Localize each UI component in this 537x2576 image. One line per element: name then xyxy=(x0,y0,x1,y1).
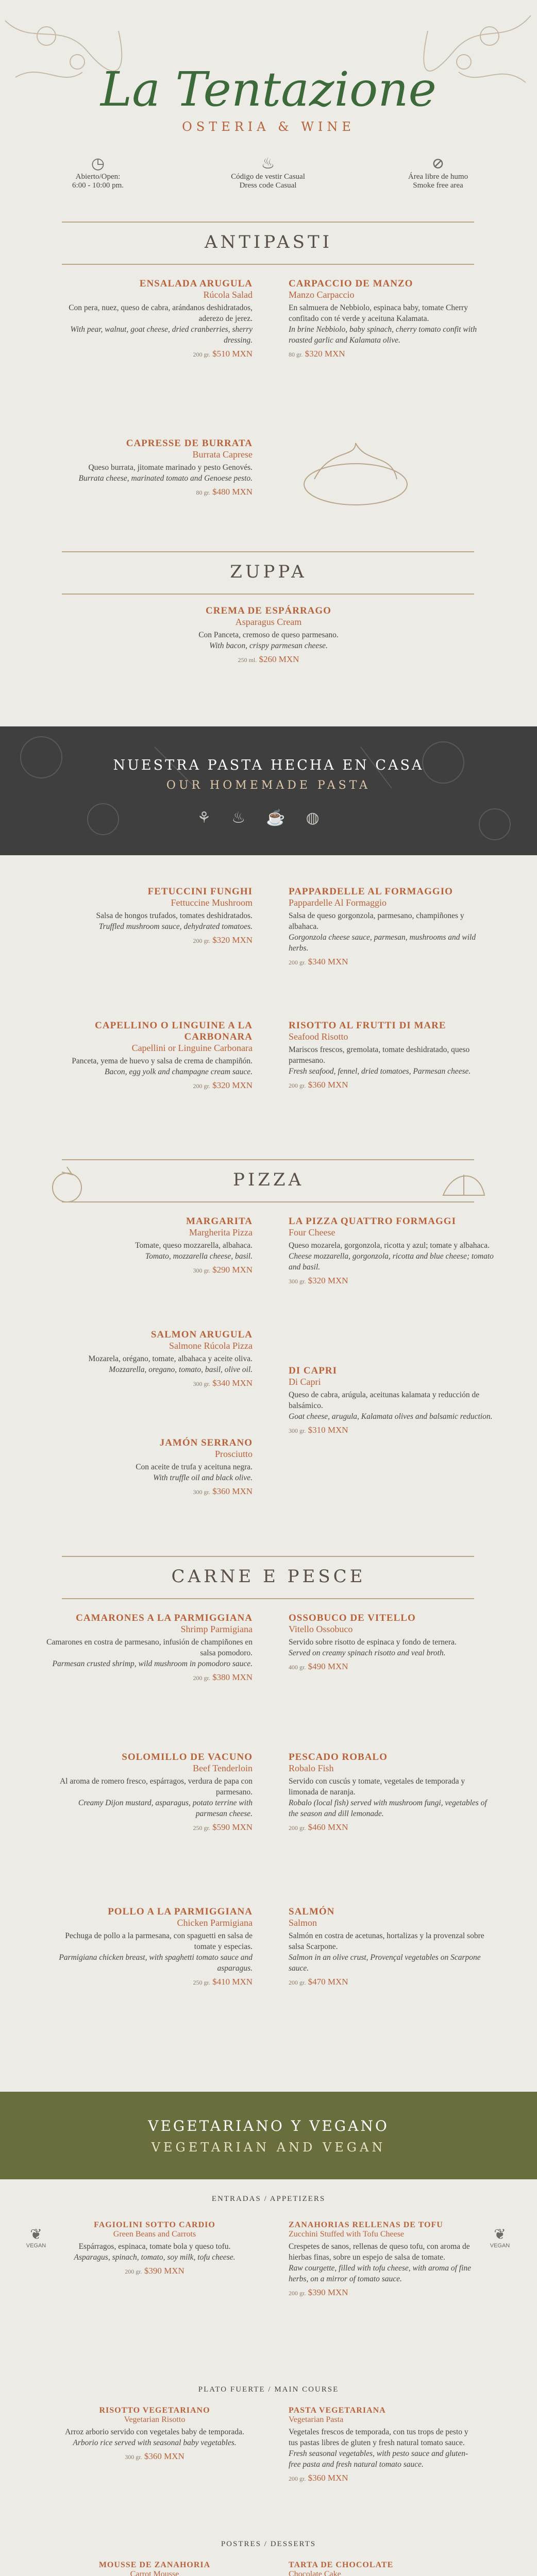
carne-title: CARNE E PESCE xyxy=(171,1566,366,1587)
pizza-section xyxy=(0,1159,537,1546)
menu-item: CARPACCIO DE MANZO Manzo Carpaccio En salmuera de Nebbiolo, espinaca baby, tomate Cherry confitado con té verde y aceituna Kalamata. In brine Nebbiolo, baby spinach, cherry tomato confit with roasted garlic and Kalamata olive. 80 gr. $320 MXN xyxy=(289,278,477,359)
vegan-badge: ❦ VEGAN xyxy=(484,2226,515,2249)
menu-item: SOLOMILLO DE VACUNO Beef Tenderloin Al aroma de romero fresco, espárragos, verdura de papa con parmesano. Creamy Dijon mustard, asparagus, potato terrine with parmesan cheese. 250 gr. $590 MXN xyxy=(60,1752,253,1832)
pizza-title: PIZZA xyxy=(232,1170,305,1190)
tomato-icon xyxy=(41,1164,103,1208)
vegetarian-banner-subtitle: VEGETARIAN AND VEGAN xyxy=(151,2140,386,2155)
menu-item: RISOTTO AL FRUTTI DI MARE Seafood Risotto Mariscos frescos, gremolata, tomate deshidratado, queso parmesano. Fresh seafood, fennel, dried tomatoes, Parmesan cheese. 200 gr. $360 MXN xyxy=(289,1020,471,1090)
pasta-banner xyxy=(0,726,537,855)
antipasti-title: ANTIPASTI xyxy=(204,232,333,252)
pasta-banner-title: NUESTRA PASTA HECHA EN CASA xyxy=(113,757,424,773)
vegan-icon: ❦ xyxy=(494,2226,506,2243)
vegetarian-section xyxy=(0,2179,537,2576)
vegetarian-banner xyxy=(0,2092,537,2179)
vegan-badge: ❦ VEGAN xyxy=(21,2226,52,2249)
menu-item: RISOTTO VEGETARIANO Vegetarian Risotto Arroz arborio servido con vegetales baby de temporada. Arborio rice served with seasonal baby vegetables. 300 gr. $360 MXN xyxy=(65,2406,244,2461)
menu-item: MARGARITA Margherita Pizza Tomate, queso mozzarella, albahaca. Tomato, mozzarella cheese, basil. 300 gr. $290 MXN xyxy=(135,1216,253,1275)
menu-item: ENSALADA ARUGULA Rúcola Salad Con pera, nuez, queso de cabra, arándanos deshidratados, aderezo de jerez. With pear, walnut, goat cheese, dried cranberries, sherry dressing. 200 gr. $510 MXN xyxy=(69,278,253,359)
menu-item: SALMÓN Salmon Salmón en costra de acetunas, hortalizas y la provenzal sobre salsa Scarpone. Salmon in an olive crust, Provençal vegetables on Scarpone sauce. 200 gr. $470 MXN xyxy=(289,1906,484,1987)
postres-label: POSTRES / DESSERTS xyxy=(221,2540,316,2548)
pasta-banner-subtitle: OUR HOMEMADE PASTA xyxy=(166,779,371,792)
logo-title: La Tentazione xyxy=(100,62,437,117)
menu-item: DI CAPRI Di Capri Queso de cabra, arúgula, aceitunas kalamata y reducción de balsámico. Goat cheese, arugula, Kalamata olives and balsamic reduction. 300 gr. $310 MXN xyxy=(289,1365,493,1435)
pasta-section xyxy=(0,855,537,1159)
vegetarian-banner-title: VEGETARIANO Y VEGANO xyxy=(148,2117,389,2134)
header xyxy=(0,0,537,222)
menu-item: LA PIZZA QUATTRO FORMAGGI Four Cheese Queso mozarela, gorgonzola, ricotta y azul; tomate y albahaca. Cheese mozzarella, gorgonzola, ricotta and blue cheese; tomato and basil. 300 gr. $320 MXN xyxy=(289,1216,494,1285)
no-smoking-icon: ⊘ xyxy=(431,155,445,173)
menu-item: CAMARONES A LA PARMIGGIANA Shrimp Parmigiana Camarones en costra de parmesano, infusión de champiñones en salsa pomodoro. Parmesan crusted shrimp, wild mushroom in pomodoro sauce. 200 gr. $380 MXN xyxy=(46,1613,253,1682)
info-smoke-free: ⊘ Área libre de humo Smoke free area xyxy=(371,155,505,190)
basil-icon xyxy=(433,1164,495,1208)
info-hours: ◷ Abierto/Open: 6:00 - 10:00 pm. xyxy=(31,155,165,190)
zuppa-title: ZUPPA xyxy=(230,562,307,582)
menu-item: PESCADO ROBALO Robalo Fish Servido con cuscús y tomate, vegetales de temporada y limonada de naranja. Robalo (local fish) served with mushroom fungi, vegetables of the season and dill lemonade. 200 gr. $460 MXN xyxy=(289,1752,487,1832)
menu-item: CAPELLINO O LINGUINE A LA CARBONARA Capellini or Linguine Carbonara Panceta, yema de huevo y salsa de crema de champiñón. Bacon, egg yolk and champagne cream sauce. 200 gr. $320 MXN xyxy=(72,1020,253,1090)
salad-illustration xyxy=(289,428,423,520)
menu-item: PASTA VEGETARIANA Vegetarian Pasta Vegetales frescos de temporada, con tus trops de pesto y tus pastas libres de gluten y fresh natural tomato sauce. Fresh seasonal vegetables, with pesto sauce and gluten-free pasta and fresh natural tomato sauce. 200 gr. $360 MXN xyxy=(289,2406,468,2483)
plato-fuerte-label: PLATO FUERTE / MAIN COURSE xyxy=(198,2385,339,2394)
menu-item: JAMÓN SERRANO Prosciutto Con aceite de trufa y aceituna negra. With truffle oil and black olive. 300 gr. $360 MXN xyxy=(136,1437,253,1496)
menu-item: FETUCCINI FUNGHI Fettuccine Mushroom Salsa de hongos trufados, tomates deshidratados. Truffled mushroom sauce, dehydrated tomatoes. 200 gr. $320 MXN xyxy=(96,886,253,945)
pasta-icons: ⚘♨☕◍ xyxy=(197,809,340,827)
menu-item: POLLO A LA PARMIGGIANA Chicken Parmigiana Pechuga de pollo a la parmesana, con spaguetti en salsa de tomate y especias. Parmigiana chicken breast, with spaghetti tomato sauce and asparagus. 250 gr. $410 MXN xyxy=(59,1906,253,1987)
antipasti-section xyxy=(0,222,537,726)
menu-item: TARTA DE CHOCOLATE Chocolate Cake xyxy=(289,2561,394,2576)
menu-item: MOUSSE DE ZANAHORIA Carrot Mousse xyxy=(98,2561,211,2576)
logo-subtitle: OSTERIA & WINE xyxy=(182,120,355,134)
menu-item: CAPRESSE DE BURRATA Burrata Caprese Queso burrata, jitomate marinado y pesto Genovés. Burrata cheese, marinated tomato and Genoese pesto. 80 gr. $480 MXN xyxy=(78,438,253,497)
carne-section xyxy=(0,1546,537,2092)
entradas-label: ENTRADAS / APPETIZERS xyxy=(211,2195,326,2203)
menu-item: PAPPARDELLE AL FORMAGGIO Pappardelle Al Formaggio Salsa de queso gorgonzola, parmesano, champiñones y albahaca. Gorgonzola cheese sauce, parmesan, mushrooms and wild herbs. 200 gr. $340 MXN xyxy=(289,886,476,967)
clock-icon: ◷ xyxy=(91,155,105,173)
menu-item: CREMA DE ESPÁRRAGO Asparagus Cream Con Panceta, cremoso de queso parmesano. With bacon, crispy parmesan cheese. 250 ml. $260 MXN xyxy=(198,605,339,664)
menu-item: FAGIOLINI SOTTO CARDIO Green Beans and Carrots Espárragos, espinaca, tomate bola y queso tofu. Asparagus, spinach, tomato, soy milk, tofu cheese. 200 gr. $390 MXN xyxy=(74,2221,236,2276)
menu-item: ZANAHORIAS RELLENAS DE TOFU Zucchini Stuffed with Tofu Cheese Crespetes de sanos, rellenas de queso tofu, con aroma de hierbas finas, sobre un espejo de salsa de tomate. Raw courgette, filled with tofu cheese, with aroma of fine herbs, on a mirror of tomato sauce. 200 gr. $390 MXN xyxy=(289,2221,472,2297)
info-dress-code: ♨ Código de vestir Casual Dress code Casual xyxy=(201,155,335,190)
menu-item: OSSOBUCO DE VITELLO Vitello Ossobuco Servido sobre risotto de espinaca y fondo de ternera. Served on creamy spinach risotto and veal broth. 400 gr. $490 MXN xyxy=(289,1613,457,1671)
vegan-icon: ❦ xyxy=(30,2226,42,2243)
menu-item: SALMON ARUGULA Salmone Rúcola Pizza Mozarela, orégano, tomate, albahaca y aceite oliva. Mozzarella, oregano, tomato, basil, olive oil. 300 gr. $340 MXN xyxy=(88,1329,253,1388)
dress-code-icon: ♨ xyxy=(261,155,275,173)
